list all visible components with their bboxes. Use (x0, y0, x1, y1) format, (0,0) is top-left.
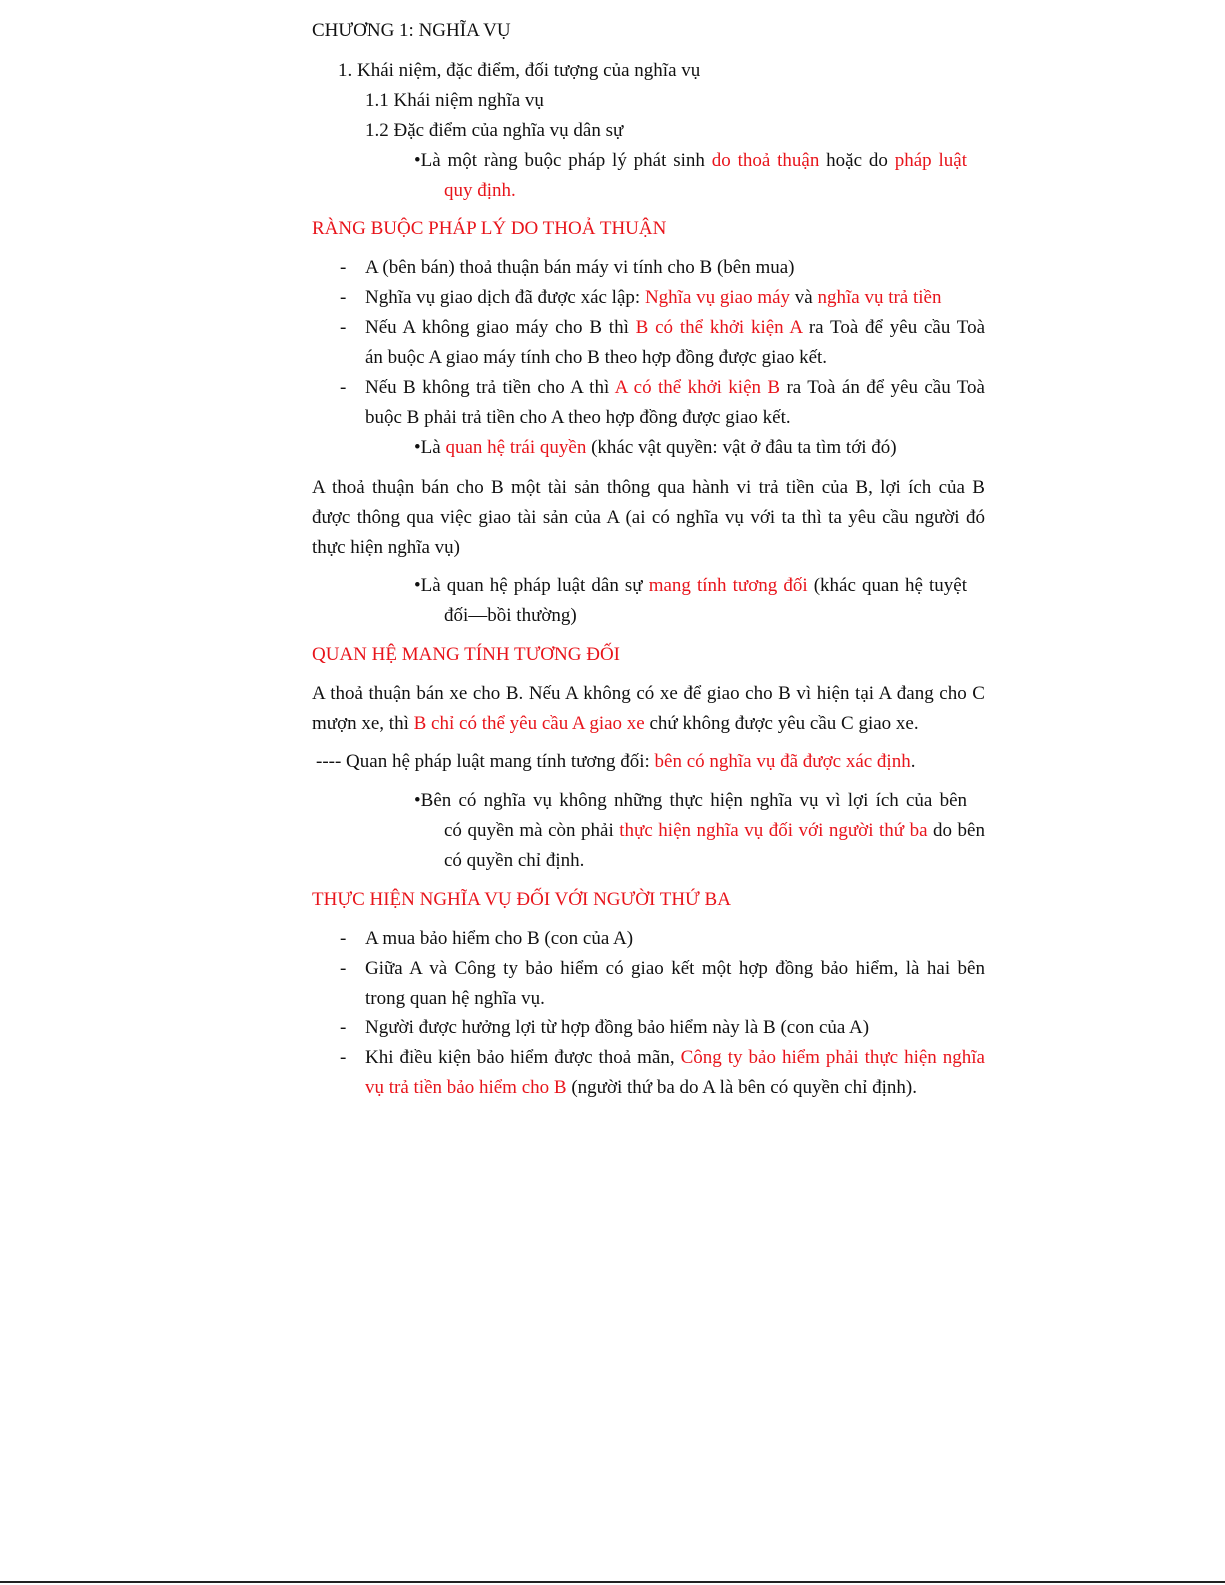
list-item: Giữa A và Công ty bảo hiểm có giao kết một hợp đồng bảo hiểm, là hai bên (365, 958, 985, 979)
list-item: Người được hưởng lợi từ hợp đồng bảo hiểm này là B (con của A) (365, 1017, 870, 1038)
list-item: Nếu A không giao máy cho B thì B có thể khởi kiện A ra Toà để yêu cầu Toà (365, 317, 986, 338)
page-bottom-border (0, 1581, 1225, 1583)
paragraph-line: A thoả thuận bán xe cho B. Nếu A không có xe để giao cho B vì hiện tại A đang cho C (312, 683, 985, 704)
bullet-line-cont: có quyền mà còn phải thực hiện nghĩa vụ đối với người thứ ba do bên (444, 820, 985, 841)
list-item: Nếu B không trả tiền cho A thì A có thể khởi kiện B ra Toà án để yêu cầu Toà (365, 377, 985, 398)
list-item: A (bên bán) thoả thuận bán máy vi tính cho B (bên mua) (365, 257, 795, 278)
bullet-line: •Bên có nghĩa vụ không những thực hiện nghĩa vụ vì lợi ích của bên (414, 790, 967, 811)
bullet-line-cont: đối—bồi thường) (444, 605, 577, 626)
bullet-line-cont: quy định. (444, 180, 516, 201)
list-item-cont: trong quan hệ nghĩa vụ. (365, 988, 545, 1009)
outline-item-1-2: 1.2 Đặc điểm của nghĩa vụ dân sự (365, 120, 624, 141)
paragraph-line: mượn xe, thì B chỉ có thể yêu cầu A giao xe chứ không được yêu cầu C giao xe. (312, 713, 919, 734)
list-item-cont: buộc B phải trả tiền cho A theo hợp đồng được giao kết. (365, 407, 791, 428)
note-line: ---- Quan hệ pháp luật mang tính tương đối: bên có nghĩa vụ đã được xác định. (316, 751, 916, 772)
list-dash: - (340, 287, 347, 308)
list-item: A mua bảo hiểm cho B (con của A) (365, 928, 634, 949)
bullet-line-cont: có quyền chỉ định. (444, 850, 585, 871)
list-item: Nghĩa vụ giao dịch đã được xác lập: Nghĩa vụ giao máy và nghĩa vụ trả tiền (365, 287, 942, 308)
section-heading: THỰC HIỆN NGHĨA VỤ ĐỐI VỚI NGƯỜI THỨ BA (312, 889, 731, 910)
list-dash: - (340, 1047, 347, 1068)
list-dash: - (340, 317, 347, 338)
bullet-line: •Là quan hệ trái quyền (khác vật quyền: vật ở đâu ta tìm tới đó) (414, 437, 897, 458)
paragraph-line: thực hiện nghĩa vụ) (312, 537, 461, 558)
bullet-line: •Là một ràng buộc pháp lý phát sinh do thoả thuận hoặc do pháp luật (414, 150, 967, 171)
paragraph-line: A thoả thuận bán cho B một tài sản thông qua hành vi trả tiền của B, lợi ích của B (312, 477, 985, 498)
chapter-title: CHƯƠNG 1: NGHĨA VỤ (312, 20, 511, 41)
outline-item-1-1: 1.1 Khái niệm nghĩa vụ (365, 90, 544, 111)
section-heading: QUAN HỆ MANG TÍNH TƯƠNG ĐỐI (312, 644, 620, 665)
list-dash: - (340, 377, 347, 398)
section-heading: RÀNG BUỘC PHÁP LÝ DO THOẢ THUẬN (312, 218, 667, 239)
list-item-cont: án buộc A giao máy tính cho B theo hợp đồng được giao kết. (365, 347, 828, 368)
list-dash: - (340, 928, 347, 949)
list-item: Khi điều kiện bảo hiểm được thoả mãn, Công ty bảo hiểm phải thực hiện nghĩa (365, 1047, 985, 1068)
list-dash: - (340, 257, 347, 278)
list-dash: - (340, 1017, 347, 1038)
paragraph-line: được thông qua việc giao tài sản của A (ai có nghĩa vụ với ta thì ta yêu cầu người đó (312, 507, 985, 528)
outline-item-1: 1. Khái niệm, đặc điểm, đối tượng của nghĩa vụ (338, 60, 701, 81)
list-dash: - (340, 958, 347, 979)
list-item-cont: vụ trả tiền bảo hiểm cho B (người thứ ba do A là bên có quyền chỉ định). (365, 1077, 917, 1098)
bullet-line: •Là quan hệ pháp luật dân sự mang tính tương đối (khác quan hệ tuyệt (414, 575, 967, 596)
